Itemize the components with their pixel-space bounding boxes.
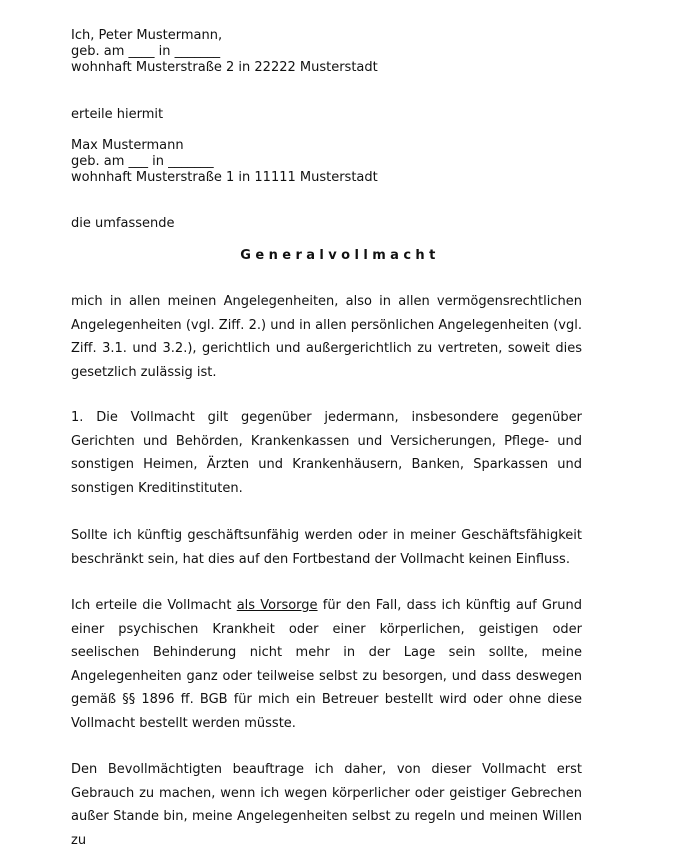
precaution-text-end: für den Fall, dass ich künftig auf Grund einer psychischen Krankheit oder einer körperlichen, geistigen oder seelischen Behinderung nicht mehr in der Lage sein sollte, meine Angelegenheiten ganz oder teilweise selbst zu besorgen, und dass deswegen gemäß §§ 1896 ff. BGB für mich ein Betreuer bestellt wird oder ohne diese Vollmacht bestellt werden müsste.: [71, 598, 582, 731]
paragraph-precaution: [71, 594, 582, 735]
agent-name: Max Mustermann: [71, 138, 184, 153]
grantor-birth: geb. am ____ in _______: [71, 44, 221, 59]
grantor-address: wohnhaft Musterstraße 2 in 22222 Musterstadt: [71, 60, 378, 75]
paragraph-scope: mich in allen meinen Angelegenheiten, also in allen vermögensrechtlichen Angelegenheiten (vgl. Ziff. 2.) und in allen persönlichen Angelegenheiten (vgl. Ziff. 3.1. und 3.2.), gerichtlich und außergerichtlich zu vertreten, soweit dies gesetzlich zulässig ist.: [71, 294, 582, 380]
grantor-name: Ich, Peter Mustermann,: [71, 28, 223, 43]
precaution-underlined: als Vorsorge: [236, 598, 318, 613]
paragraph-validity: 1. Die Vollmacht gilt gegenüber jedermann, insbesondere gegenüber Gerichten und Behörden, Krankenkassen und Versicherungen, Pflege- und sonstigen Heimen, Ärzten und Krankenhäusern, Banken, Sparkassen und sonstigen Kreditinstituten.: [71, 410, 582, 496]
agent-birth: geb. am ___ in _______: [71, 154, 214, 169]
scope-phrase: die umfassende: [71, 216, 175, 231]
precaution-text-start: Ich erteile die Vollmacht: [71, 598, 237, 613]
agent-address: wohnhaft Musterstraße 1 in 11111 Musterstadt: [71, 170, 378, 185]
grant-phrase: erteile hiermit: [71, 107, 164, 122]
paragraph-instruction: Den Bevollmächtigten beauftrage ich daher, von dieser Vollmacht erst Gebrauch zu machen, wenn ich wegen körperlicher oder geistiger Gebrechen außer Stande bin, meine Angelegenheiten selbst zu regeln und meinen Willen zu: [71, 762, 582, 848]
document-title: Generalvollmacht: [240, 248, 440, 263]
paragraph-incapacity: Sollte ich künftig geschäftsunfähig werden oder in meiner Geschäftsfähigkeit beschränkt sein, hat dies auf den Fortbestand der Vollmacht keinen Einfluss.: [71, 528, 582, 567]
